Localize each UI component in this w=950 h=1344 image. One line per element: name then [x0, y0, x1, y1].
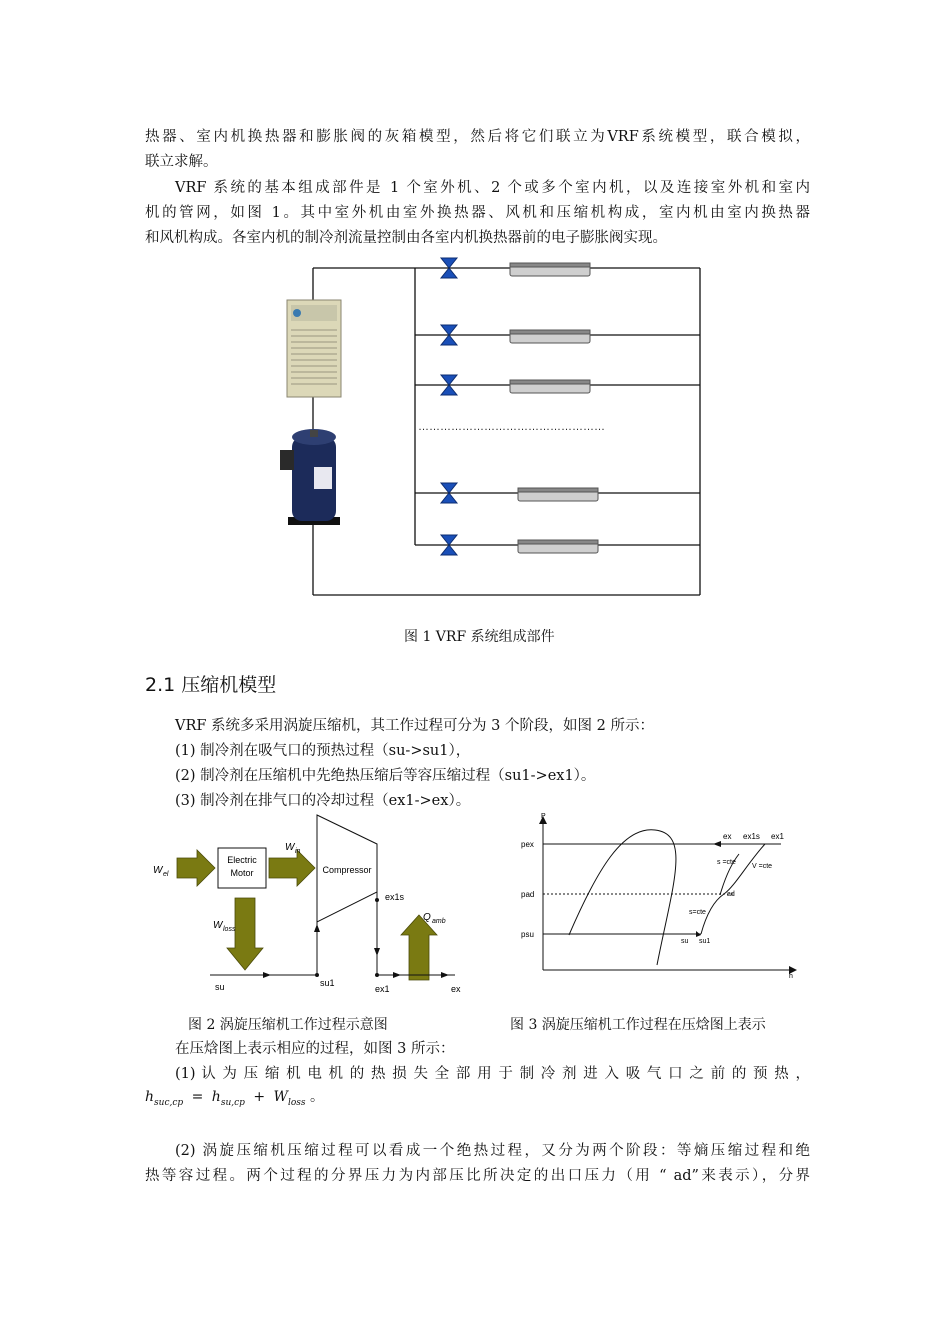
svg-text:amb: amb: [432, 918, 446, 925]
svg-text:ex: ex: [723, 832, 732, 841]
figure-1-caption: 图 1 VRF 系统组成部件: [404, 629, 555, 645]
svg-text:su1: su1: [320, 978, 335, 988]
svg-text:loss: loss: [223, 926, 236, 933]
svg-text:pex: pex: [521, 840, 534, 849]
svg-text:ex1: ex1: [375, 984, 390, 994]
svg-text:su1: su1: [699, 938, 711, 945]
paragraph-line: 联立求解。: [145, 154, 218, 170]
svg-text:W: W: [213, 920, 223, 931]
svg-text:W: W: [153, 865, 163, 876]
svg-text:P: P: [541, 813, 546, 820]
svg-text:s=cte: s=cte: [689, 909, 706, 916]
indoor-unit-icons: [510, 263, 598, 553]
ellipsis-dots: ……………………………………………: [418, 421, 605, 433]
svg-text:ex1: ex1: [771, 832, 784, 841]
svg-text:ex1s: ex1s: [385, 892, 405, 902]
svg-text:Q: Q: [423, 912, 431, 923]
paragraph-line: 热器、室内机换热器和膨胀阀的灰箱模型，然后将它们联立为VRF系统模型，联合模拟，: [145, 129, 810, 145]
svg-text:h: h: [789, 973, 793, 980]
svg-text:V =cte: V =cte: [752, 863, 773, 870]
paragraph-line: 机的管网，如图 1。其中室外机由室外换热器、风机和压缩机构成，室内机由室内换热器: [145, 205, 810, 221]
svg-text:pad: pad: [521, 890, 535, 899]
paragraph-line: 和风机构成。各室内机的制冷剂流量控制由各室内机换热器前的电子膨胀阀实现。: [145, 230, 667, 246]
paragraph-line: (3) 制冷剂在排气口的冷却过程（ex1->ex）。: [175, 793, 471, 809]
svg-text:Compressor: Compressor: [322, 865, 372, 875]
paragraph-line: VRF 系统的基本组成部件是 1 个室外机、2 个或多个室内机，以及连接室外机和室内: [175, 180, 810, 196]
svg-text:W: W: [285, 842, 295, 853]
figure-1-vrf-diagram: [270, 255, 720, 605]
outdoor-unit-icon: [287, 300, 341, 397]
figure-3-ph-diagram: [505, 812, 805, 982]
svg-text:su: su: [215, 982, 225, 992]
figure-2-compressor-schematic: [145, 810, 475, 1005]
svg-text:su: su: [681, 938, 689, 945]
expansion-valve-icons: [441, 258, 457, 555]
svg-text:ex1s: ex1s: [743, 832, 760, 841]
paragraph-line: 热等容过程。两个过程的分界压力为内部压比所决定的出口压力（用 “ ad”来表示），分界: [145, 1168, 810, 1184]
paragraph-line: (1) 认 为 压 缩 机 电 机 的 热 损 失 全 部 用 于 制 冷 剂 进 入 吸 气 口 之 前 的 预 热 ，: [175, 1066, 810, 1082]
figure-3-caption: 图 3 涡旋压缩机工作过程在压焓图上表示: [510, 1017, 766, 1033]
svg-text:in: in: [295, 848, 301, 855]
paragraph-line: VRF 系统多采用涡旋压缩机，其工作过程可分为 3 个阶段，如图 2 所示：: [175, 718, 654, 734]
paragraph-line: (2) 制冷剂在压缩机中先绝热压缩后等容压缩过程（su1->ex1）。: [175, 768, 596, 784]
section-heading: 2.1 压缩机模型: [145, 674, 277, 696]
figure-2-caption: 图 2 涡旋压缩机工作过程示意图: [188, 1017, 388, 1033]
paragraph-line: (2) 涡旋压缩机压缩过程可以看成一个绝热过程，又分为两个阶段：等熵压缩过程和绝: [175, 1143, 810, 1159]
svg-text:ad: ad: [727, 891, 735, 898]
paragraph-line: 在压焓图上表示相应的过程，如图 3 所示：: [175, 1041, 455, 1057]
svg-text:s =cte: s =cte: [717, 859, 736, 866]
svg-text:psu: psu: [521, 930, 534, 939]
paragraph-line: (1) 制冷剂在吸气口的预热过程（su->su1），: [175, 743, 471, 759]
svg-text:Motor: Motor: [230, 868, 254, 878]
svg-text:ex: ex: [451, 984, 461, 994]
svg-text:el: el: [163, 871, 169, 878]
enthalpy-formula: $h_{suc,cp} = h_{su,cp} + W_{loss}$ 。: [145, 1089, 324, 1108]
compressor-icon: [280, 429, 340, 525]
svg-text:Electric: Electric: [227, 855, 257, 865]
